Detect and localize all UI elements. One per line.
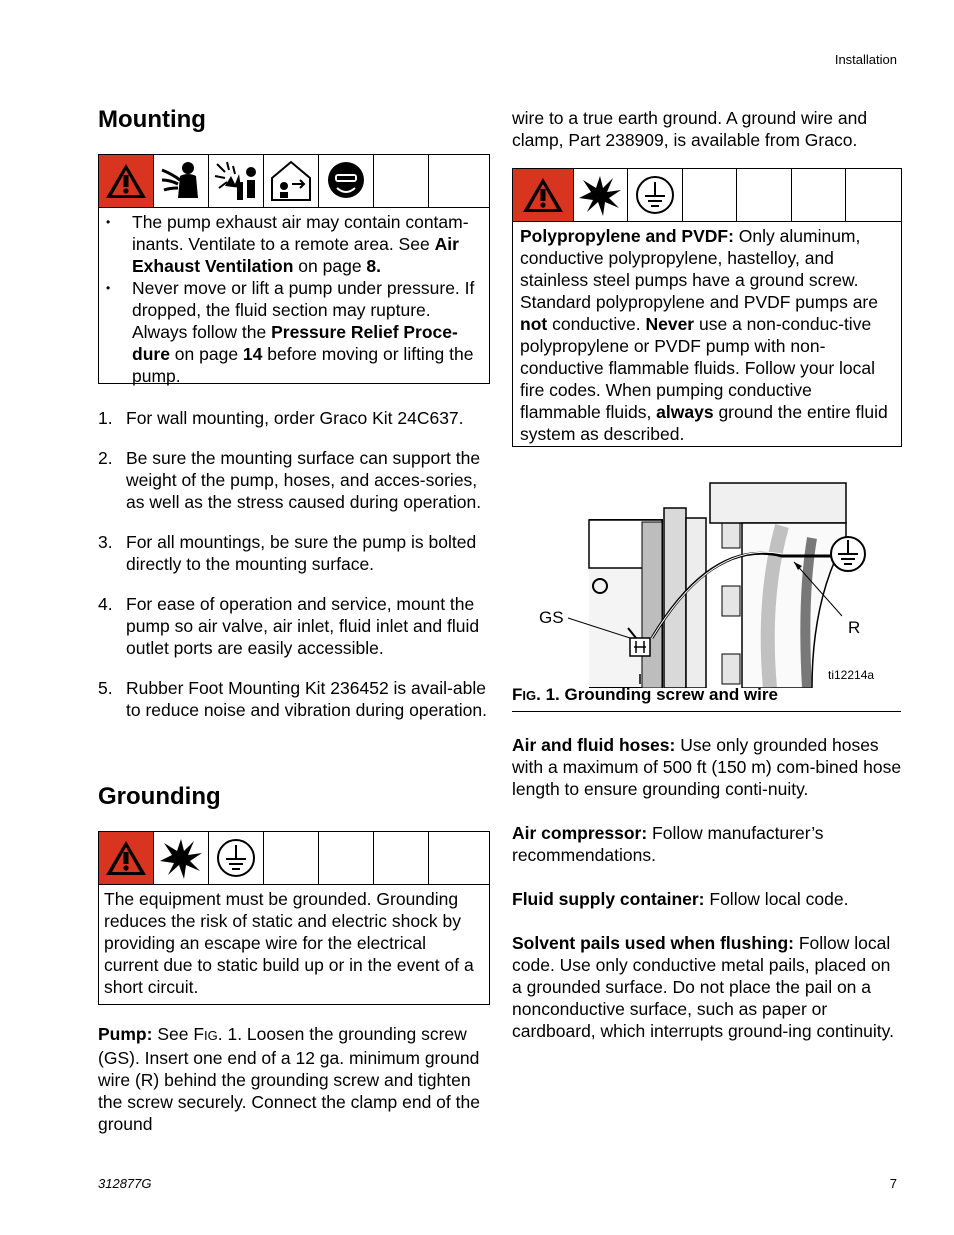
empty-icon-cell xyxy=(846,169,901,221)
list-item: 3. For all mountings, be sure the pump is bolted directly to the mounting surface. xyxy=(98,532,477,574)
pump-paragraph-continued: wire to a true earth ground. A ground wire and clamp, Part 238909, is available from Graco. xyxy=(512,108,868,150)
empty-icon-cell xyxy=(429,832,484,884)
list-item: Air and fluid hoses: Use only grounded hoses with a maximum of 500 ft (150 m) com-bined hose length to ensure grounding conti-nuity. xyxy=(512,735,902,799)
caption-divider xyxy=(512,711,901,712)
list-item: 2. Be sure the mounting surface can support the weight of the pump, hoses, and acces-sories, as well as the stress caused during operation. xyxy=(98,448,482,512)
list-item: 1. For wall mounting, order Graco Kit 24C637. xyxy=(98,408,464,428)
warning-triangle-icon xyxy=(513,169,574,221)
empty-icon-cell xyxy=(264,832,319,884)
empty-icon-cell xyxy=(792,169,847,221)
figure-caption: FIG. 1. Grounding screw and wire xyxy=(512,685,778,704)
grounding-warning-text: The equipment must be grounded. Grounding reduces the risk of static and electric shock by providing an escape wire for the electrical current due to static build up or in the event of a short circuit. xyxy=(104,889,474,997)
warning-bullet: • Never move or lift a pump under pressure. If dropped, the fluid section may rupture. Always follow the Pressure Relief Proce-dure on page 14 before moving or lifting the pump. xyxy=(106,278,475,386)
grounding-items xyxy=(512,734,902,1042)
grounding-warning-box xyxy=(98,831,490,1005)
mounting-warning-text xyxy=(99,208,489,391)
section-header: Installation xyxy=(834,52,897,67)
toxic-fumes-icon xyxy=(154,155,209,207)
list-item: Fluid supply container: Follow local code. xyxy=(512,889,849,909)
page-number: 7 xyxy=(889,1176,897,1191)
grounding-heading: Grounding xyxy=(98,783,221,810)
pvdf-warning-box xyxy=(512,168,902,447)
rupture-spray-icon xyxy=(209,155,264,207)
protective-equipment-icon xyxy=(319,155,374,207)
bolt-icon xyxy=(722,518,740,684)
warning-triangle-icon xyxy=(99,832,154,884)
list-item: 4. For ease of operation and service, mount the pump so air valve, air inlet, fluid inlet and fluid outlet ports are easily accessible. xyxy=(98,594,480,658)
warning-icon-row xyxy=(99,155,489,208)
label-r: R xyxy=(848,618,861,637)
empty-icon-cell xyxy=(374,832,429,884)
figure-id: ti12214a xyxy=(828,668,875,682)
mounting-steps xyxy=(98,407,490,739)
warning-icon-row xyxy=(99,832,489,885)
empty-icon-cell xyxy=(429,155,484,207)
list-item: Air compressor: Follow manufacturer’s recommendations. xyxy=(512,823,824,865)
explosion-icon xyxy=(154,832,209,884)
explosion-icon xyxy=(574,169,629,221)
ventilation-house-icon xyxy=(264,155,319,207)
warning-triangle-icon xyxy=(99,155,154,207)
label-gs: GS xyxy=(539,608,564,627)
earth-ground-icon xyxy=(831,537,865,571)
empty-icon-cell xyxy=(737,169,792,221)
list-item: Solvent pails used when flushing: Follow local code. Use only conductive metal pails, placed on a grounded surface. Do not place the pail on a nonconductive surface, such as paper or cardboard, which interrupts ground-ing continuity. xyxy=(512,933,894,1041)
empty-icon-cell xyxy=(319,832,374,884)
ground-icon xyxy=(628,169,683,221)
mounting-warning-box xyxy=(98,154,490,384)
list-item: 5. Rubber Foot Mounting Kit 236452 is avail-able to reduce noise and vibration during operation. xyxy=(98,678,487,720)
empty-icon-cell xyxy=(683,169,738,221)
doc-number: 312877G xyxy=(98,1176,152,1191)
ground-icon xyxy=(209,832,264,884)
grounding-figure xyxy=(512,478,902,688)
pump-paragraph: Pump: See FIG. 1. Loosen the grounding screw (GS). Insert one end of a 12 ga. minimum ground wire (R) behind the grounding screw and tighten the screw securely. Connect the clamp end of the ground xyxy=(98,1024,480,1134)
empty-icon-cell xyxy=(374,155,429,207)
warning-bullet: • The pump exhaust air may contain contam-inants. Ventilate to a remote area. See Air Exhaust Ventilation on page 8. xyxy=(106,212,469,276)
mounting-heading: Mounting xyxy=(98,106,206,133)
pvdf-warning-text: Polypropylene and PVDF: Only aluminum, conductive polypropylene, hastelloy, and stainless steel pumps have a ground screw. Standard polypropylene and PVDF pumps are not conductive. Never use a non-conduc-tive polypropylene or PVDF pump with non-conductive flammable fluids. Follow your local fire codes. When pumping conductive flammable fluids, always ground the entire fluid system as described. xyxy=(520,226,888,444)
warning-icon-row xyxy=(513,169,901,222)
